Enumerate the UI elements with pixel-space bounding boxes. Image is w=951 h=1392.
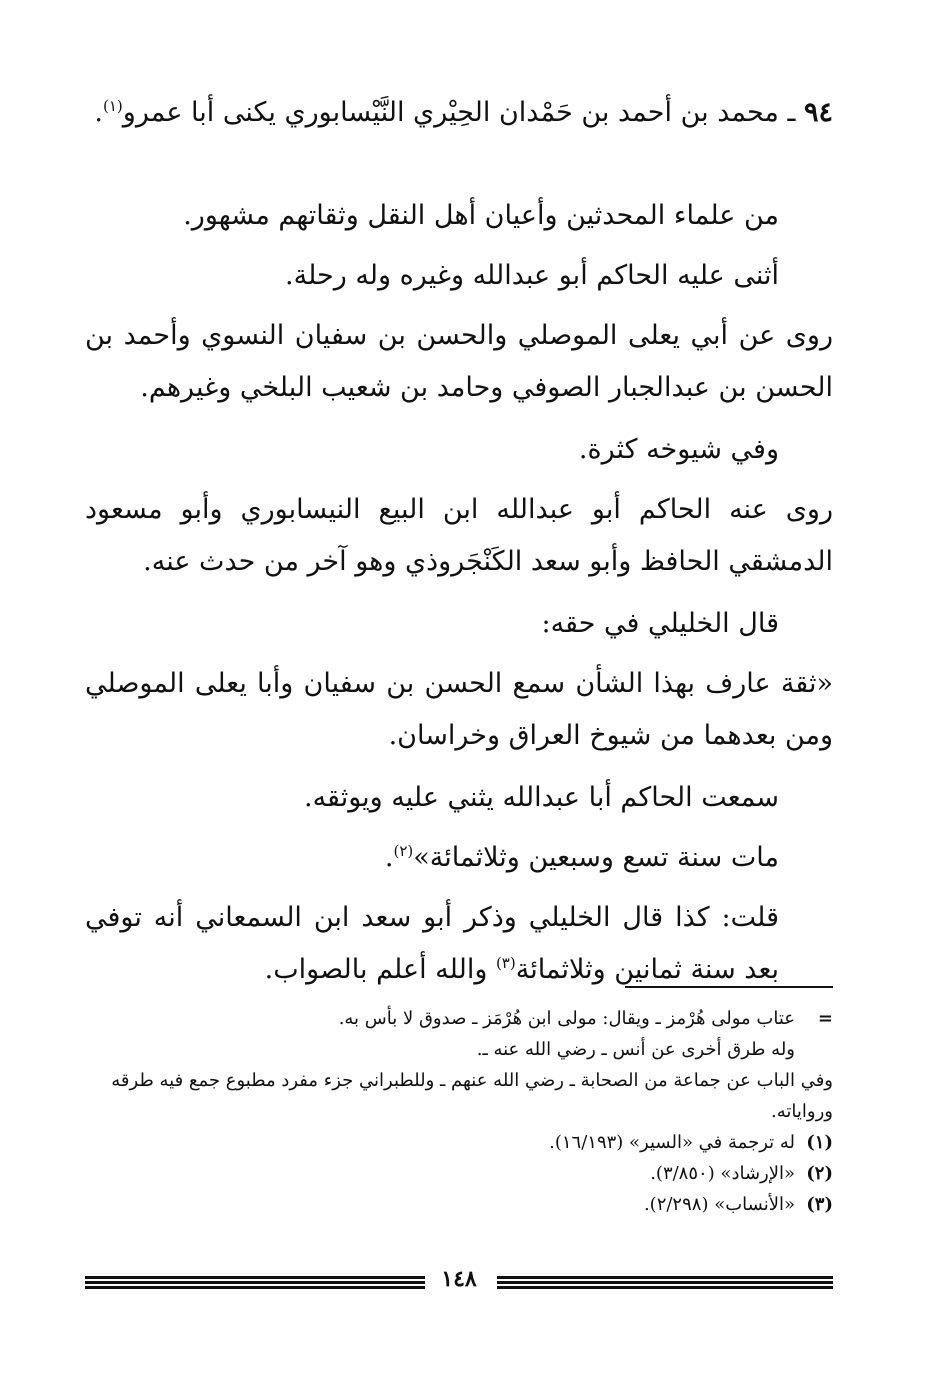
entry-heading bbox=[85, 88, 833, 138]
paragraph-text: من علماء المحدثين وأعيان أهل النقل وثقاتهم مشهور. bbox=[183, 200, 779, 231]
entry-title: محمد بن أحمد بن حَمْدان الحِيْري النَّيْسابوري يكنى أبا عمرو bbox=[122, 97, 779, 128]
footnote bbox=[85, 1127, 833, 1158]
paragraph bbox=[85, 832, 833, 884]
note-ref: (٣) bbox=[495, 954, 516, 972]
footnote-text: وله طرق أخرى عن أنس ـ رضي الله عنه ـ. bbox=[476, 1039, 795, 1060]
paragraph bbox=[85, 772, 833, 824]
paragraph bbox=[85, 484, 833, 588]
body-text bbox=[85, 190, 833, 996]
footnote-mark bbox=[795, 1034, 833, 1065]
footnote bbox=[85, 1034, 833, 1065]
footnote-separator bbox=[625, 986, 833, 988]
paragraph-text: روى عن أبي يعلى الموصلي والحسن بن سفيان النسوي وأحمد بن الحسن بن عبدالجبار الصوفي وحامد بن شعيب البلخي وغيرهم. bbox=[85, 320, 833, 403]
entry-period: . bbox=[94, 97, 103, 128]
paragraph-text: سمعت الحاكم أبا عبدالله يثني عليه ويوثقه. bbox=[303, 782, 779, 813]
footnote-text: «الإرشاد» (٣/٨٥٠). bbox=[650, 1163, 795, 1184]
paragraph bbox=[85, 892, 833, 996]
footnote-mark: (٣) bbox=[806, 1194, 833, 1215]
paragraph bbox=[85, 190, 833, 242]
paragraph bbox=[85, 424, 833, 476]
footnote-text: وفي الباب عن جماعة من الصحابة ـ رضي الله عنهم ـ وللطبراني جزء مفرد مطبوع جمع فيه طرقه ورواياته. bbox=[111, 1070, 833, 1122]
paragraph-text: قال الخليلي في حقه: bbox=[541, 608, 779, 639]
footer-rule-right bbox=[497, 1276, 833, 1290]
footnotes bbox=[85, 1003, 833, 1220]
paragraph-text: روى عنه الحاكم أبو عبدالله ابن البيع النيسابوري وأبو مسعود الدمشقي الحافظ وأبو سعد الكَنْجَروذي وهو آخر من حدث عنه. bbox=[85, 494, 833, 577]
footnote-mark: (٢) bbox=[806, 1163, 833, 1184]
footnote-text: له ترجمة في «السير» (١٦/١٩٣). bbox=[549, 1132, 795, 1153]
footnote-text: عتاب مولى هُرْمز ـ ويقال: مولى ابن هُرْمَز ـ صدوق لا بأس به. bbox=[338, 1008, 795, 1029]
entry-note-ref: (١) bbox=[103, 97, 123, 115]
entry-number: ٩٤ bbox=[803, 97, 833, 128]
paragraph-text: مات سنة تسع وسبعين وثلاثمائة» bbox=[413, 842, 779, 873]
footnote-mark: = bbox=[817, 1008, 833, 1029]
paragraph bbox=[85, 250, 833, 302]
page-number: ١٤٨ bbox=[441, 1266, 477, 1292]
paragraph-text: «ثقة عارف بهذا الشأن سمع الحسن بن سفيان وأبا يعلى الموصلي ومن بعدهما من شيوخ العراق وخراسان. bbox=[85, 668, 833, 751]
footnote bbox=[85, 1003, 833, 1034]
footnote-text: «الأنساب» (٢/٢٩٨). bbox=[643, 1194, 795, 1215]
entry-dash: ـ bbox=[778, 97, 796, 128]
footnote bbox=[85, 1189, 833, 1220]
quote-paragraph bbox=[85, 658, 833, 762]
paragraph-text: وفي شيوخه كثرة. bbox=[578, 434, 779, 465]
paragraph-text: قلت: كذا قال الخليلي وذكر أبو سعد ابن السمعاني أنه توفي بعد سنة ثمانين وثلاثمائة bbox=[85, 902, 779, 985]
paragraph bbox=[85, 310, 833, 414]
paragraph-text: أثنى عليه الحاكم أبو عبدالله وغيره وله رحلة. bbox=[285, 260, 779, 291]
period: . bbox=[384, 842, 394, 873]
page-footer bbox=[85, 1268, 833, 1298]
paragraph-text-end: والله أعلم بالصواب. bbox=[264, 954, 496, 985]
footnote-mark: (١) bbox=[806, 1132, 833, 1153]
footnote bbox=[85, 1158, 833, 1189]
footnote bbox=[85, 1065, 833, 1127]
note-ref: (٢) bbox=[393, 842, 414, 860]
paragraph bbox=[85, 598, 833, 650]
